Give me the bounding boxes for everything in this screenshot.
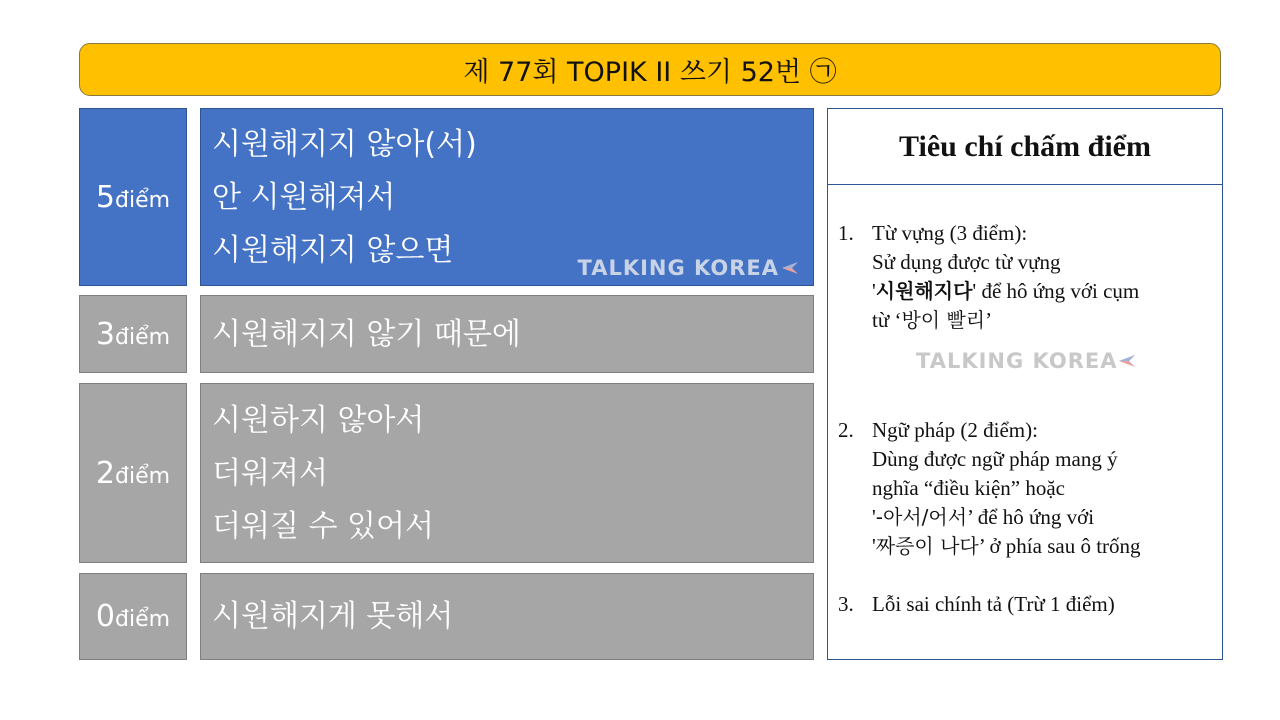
answer-box-5 [200, 108, 814, 286]
score-unit: điểm [115, 324, 171, 350]
korean-phrase: 짜증이 나다 [875, 534, 979, 558]
item-title: Lỗi sai chính tả (Trừ 1 điểm) [872, 592, 1115, 616]
korean-phrase: 방이 빨리 [901, 308, 986, 332]
score-unit: điểm [115, 463, 171, 489]
quote: ' [972, 279, 977, 303]
answer-box-2 [200, 383, 814, 563]
criteria-heading: Tiêu chí chấm điểm [828, 109, 1222, 185]
criteria-item-spelling [838, 590, 1218, 619]
item-text: Sử dụng được từ vựng [872, 250, 1061, 274]
answer-line: 시원하지 않아서 [212, 402, 425, 438]
criteria-item-grammar [838, 416, 1218, 561]
item-text [872, 503, 1141, 532]
criteria-list [838, 219, 1218, 619]
item-number: 2. [838, 418, 854, 442]
score-box-0 [79, 573, 187, 660]
item-text [872, 306, 1139, 335]
item-text [872, 277, 1139, 306]
spacer [838, 561, 1218, 590]
item-title: Từ vựng (3 điểm): [872, 221, 1028, 245]
watermark-arrow-icon [1118, 354, 1136, 368]
spacer [838, 335, 1218, 416]
item-text: nghĩa “điều kiện” hoặc [872, 476, 1065, 500]
quote: ' [872, 534, 876, 558]
score-box-5 [79, 108, 187, 286]
korean-phrase: -아서/어서 [875, 505, 968, 529]
item-text-rest: ’ để hô ứng với [967, 505, 1095, 529]
answer-line: 더워질 수 있어서 [212, 508, 434, 544]
item-text [872, 532, 1141, 561]
criteria-item-vocabulary [838, 219, 1218, 335]
watermark-text: TALKING KOREA [577, 256, 779, 280]
item-text: Dùng được ngữ pháp mang ý [872, 447, 1118, 471]
item-number: 3. [838, 592, 854, 616]
score-number: 2 [95, 455, 116, 491]
item-title: Ngữ pháp (2 điểm): [872, 418, 1038, 442]
quote: ' [872, 279, 876, 303]
score-unit: điểm [115, 187, 171, 213]
answer-line: 시원해지게 못해서 [212, 599, 454, 634]
answer-line: 시원해지지 않아(서) [212, 126, 477, 162]
answer-box-3 [200, 295, 814, 373]
answer-box-0 [200, 573, 814, 660]
page-title-text: 제 77회 TOPIK II 쓰기 52번 ㉠ [463, 57, 837, 88]
quote: ' [872, 505, 876, 529]
item-text-rest: để hô ứng với cụm [976, 279, 1140, 303]
criteria-panel [827, 108, 1223, 660]
score-unit: điểm [115, 607, 171, 632]
item-text-suffix: ’ [985, 308, 993, 332]
answer-line: 안 시원해져서 [212, 179, 396, 215]
answer-line: 시원해지지 않기 때문에 [212, 316, 521, 352]
watermark-logo [578, 256, 800, 280]
page-title [79, 43, 1221, 96]
item-number: 1. [838, 221, 854, 245]
score-box-2 [79, 383, 187, 563]
answer-line: 시원해지지 않으면 [212, 232, 454, 268]
score-number: 0 [95, 599, 116, 634]
watermark-logo [916, 349, 1136, 373]
watermark-text: TALKING KOREA [916, 349, 1118, 373]
answer-line: 더워져서 [212, 455, 328, 491]
item-text-prefix: từ ‘ [872, 308, 902, 332]
score-box-3 [79, 295, 187, 373]
item-text-rest: ’ ở phía sau ô trống [978, 534, 1141, 558]
keyword: 시원해지다 [875, 279, 973, 303]
watermark-arrow-icon [781, 261, 799, 275]
score-number: 3 [95, 316, 116, 352]
score-number: 5 [95, 179, 116, 215]
